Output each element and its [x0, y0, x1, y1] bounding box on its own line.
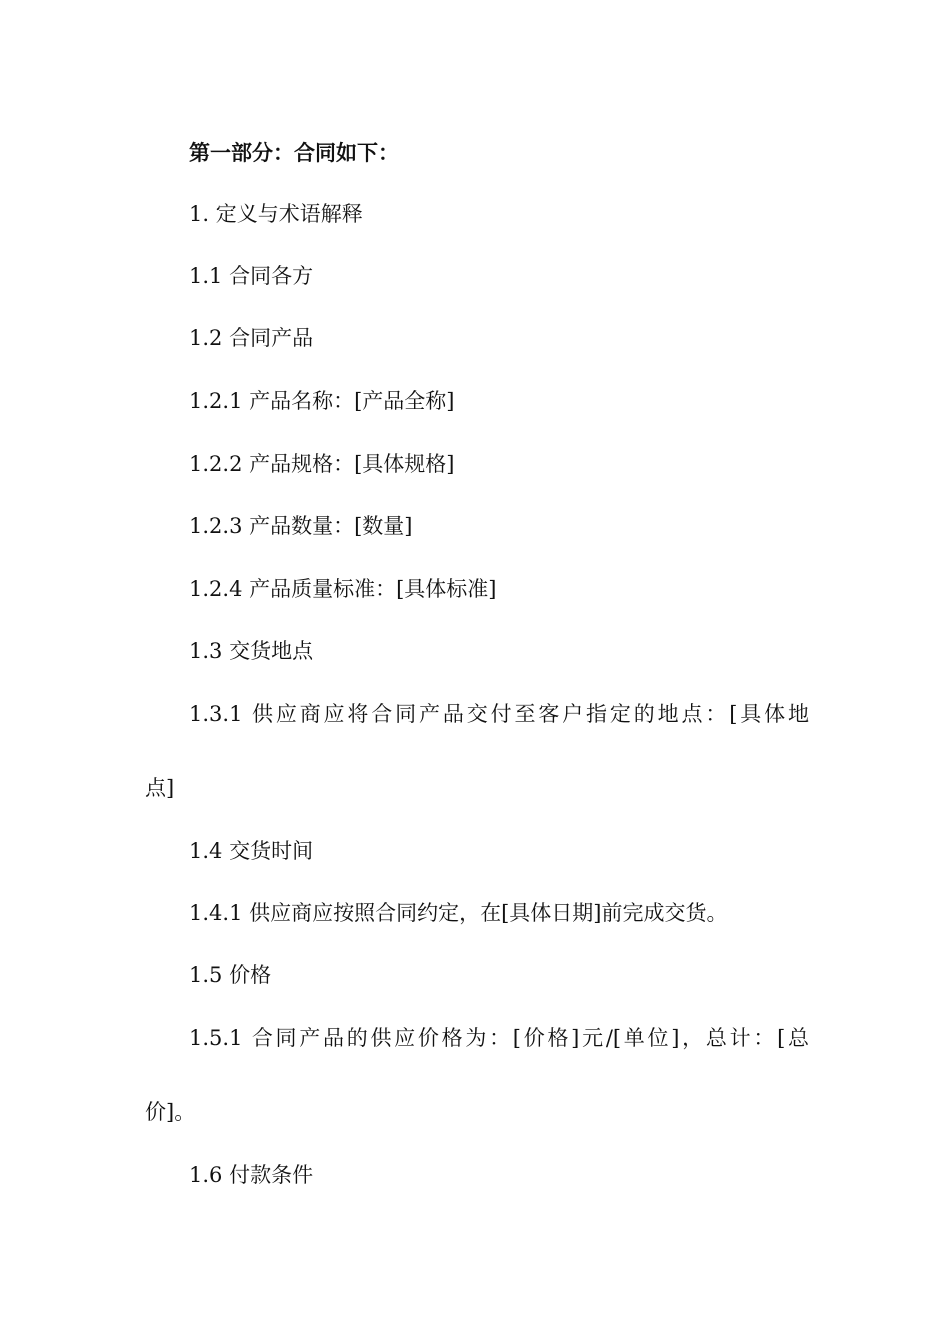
clause-1-2-1: 1.2.1 产品名称：[产品全称]	[189, 389, 455, 413]
clause-1-2-2: 1.2.2 产品规格：[具体规格]	[189, 452, 455, 476]
clause-1-5-1: 1.5.1 合同产品的供应价格为：[价格]元/[单位]，总计：[总	[189, 1026, 809, 1050]
clause-1-2-3: 1.2.3 产品数量：[数量]	[189, 514, 413, 538]
clause-1-2: 1.2 合同产品	[189, 326, 314, 350]
section-heading: 第一部分：合同如下：	[189, 141, 399, 165]
clause-1-5: 1.5 价格	[189, 963, 272, 987]
clause-1-6: 1.6 付款条件	[189, 1163, 314, 1187]
clause-1-4-1: 1.4.1 供应商应按照合同约定，在[具体日期]前完成交货。	[189, 901, 728, 925]
clause-1-3: 1.3 交货地点	[189, 639, 314, 663]
clause-1-5-1-continued: 价]。	[145, 1100, 196, 1124]
clause-1-3-1-continued: 点]	[145, 776, 175, 800]
clause-1-2-4: 1.2.4 产品质量标准：[具体标准]	[189, 577, 497, 601]
clause-1-4: 1.4 交货时间	[189, 839, 314, 863]
clause-1: 1. 定义与术语解释	[189, 202, 363, 226]
clause-1-3-1: 1.3.1 供应商应将合同产品交付至客户指定的地点：[具体地	[189, 702, 809, 726]
clause-1-1: 1.1 合同各方	[189, 264, 314, 288]
